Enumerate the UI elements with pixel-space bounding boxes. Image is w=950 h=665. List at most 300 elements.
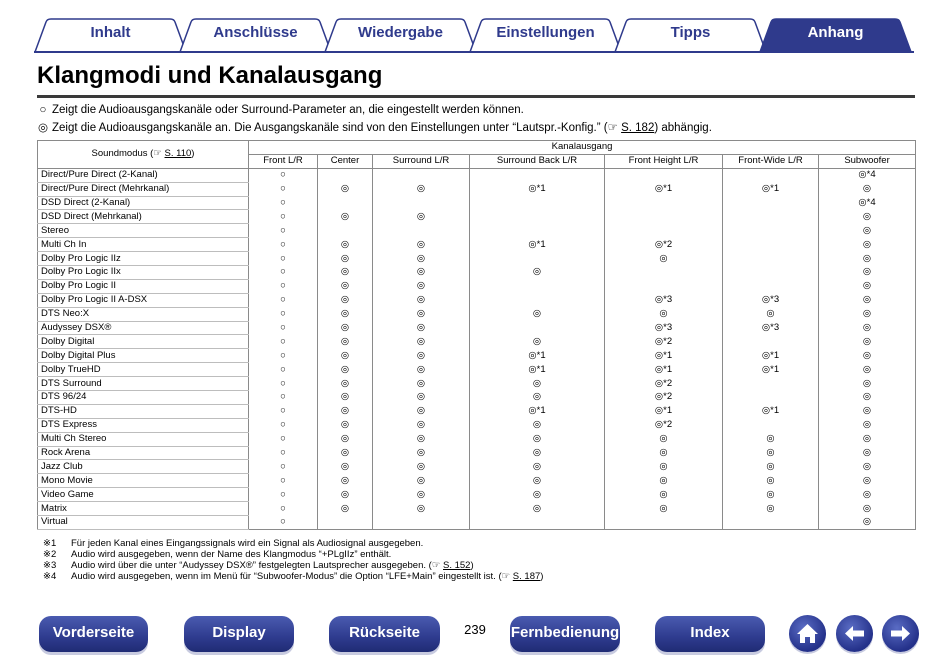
mode-name: Direct/Pure Direct (2-Kanal) [38,168,249,182]
channel-cell: ◎ [470,307,605,321]
channel-cell: ◎ [318,321,373,335]
channel-cell: ◎ [373,182,470,196]
column-header: Surround L/R [373,154,470,168]
channel-cell: ○ [249,432,318,446]
channel-cell: ◎ [318,418,373,432]
channel-cell: ◎ [373,363,470,377]
channel-cell [373,224,470,238]
channel-cell: ○ [249,335,318,349]
column-header: Front-Wide L/R [723,154,819,168]
display-button[interactable]: Display [184,616,294,652]
table-row [38,168,916,182]
sound-mode-table [37,140,916,530]
channel-cell: ◎ [373,391,470,405]
tab-label: Wiedergabe [358,24,443,41]
tab-tipps[interactable] [614,18,767,53]
pointing-hand-icon: ☞ [501,571,511,582]
channel-cell: ◎ [819,182,916,196]
channel-cell: ◎ [819,266,916,280]
channel-cell: ◎ [318,182,373,196]
mode-name: Dolby Digital Plus [38,349,249,363]
channel-cell: ◎*1 [470,349,605,363]
channel-cell: ○ [249,502,318,516]
table-row [38,224,916,238]
channel-cell [605,279,723,293]
channel-cell: ◎ [373,432,470,446]
channel-cell: ◎ [318,460,373,474]
column-header: Subwoofer [819,154,916,168]
channel-cell: ◎ [819,446,916,460]
table-row [38,391,916,405]
tab-inhalt[interactable] [34,18,187,53]
channel-cell: ◎ [819,307,916,321]
channel-cell [470,168,605,182]
pointing-hand-icon: ☞ [153,148,162,160]
channel-cell: ◎ [819,349,916,363]
channel-cell: ○ [249,224,318,238]
footnote-page-link[interactable]: S. 187 [512,571,541,582]
table-row [38,516,916,530]
channel-cell: ◎ [723,488,819,502]
table-row [38,418,916,432]
legend-double-text: Zeigt die Audioausgangskanäle an. Die Ausgangskanäle sind von den Einstellungen unter “Lautspr.-Konfig.” ( [52,122,608,134]
channel-cell: ◎ [723,474,819,488]
channel-cell: ◎*1 [605,404,723,418]
mode-name: Dolby TrueHD [38,363,249,377]
channel-cell: ◎*1 [470,404,605,418]
channel-cell [723,210,819,224]
channel-cell: ◎ [373,460,470,474]
fernbedienung-button[interactable]: Fernbedienung [510,616,620,652]
home-icon [789,615,826,652]
channel-cell: ◎*1 [470,182,605,196]
channel-cell: ○ [249,238,318,252]
mode-name: DSD Direct (2-Kanal) [38,196,249,210]
tab-label: Anhang [807,24,864,41]
channel-cell: ◎ [819,377,916,391]
channel-cell: ○ [249,168,318,182]
channel-cell: ◎ [470,391,605,405]
forward-button[interactable] [882,615,919,652]
channel-cell: ◎ [318,335,373,349]
footnote-text-end: ) [470,560,474,571]
tab-bar-rule [34,51,914,53]
channel-cell [605,224,723,238]
mode-name: Multi Ch In [38,238,249,252]
channel-cell: ◎*1 [470,363,605,377]
channel-cell: ○ [249,516,318,530]
channel-cell: ○ [249,210,318,224]
footnote [43,538,543,549]
channel-cell [723,391,819,405]
legend-page-link[interactable]: S. 182 [621,122,655,134]
column-header: Center [318,154,373,168]
channel-cell [318,196,373,210]
channel-cell: ◎ [373,418,470,432]
table-row [38,307,916,321]
mode-name: Mono Movie [38,474,249,488]
channel-cell: ◎ [318,404,373,418]
channel-cell: ◎ [819,335,916,349]
channel-cell: ◎ [373,502,470,516]
channel-cell [470,516,605,530]
channel-cell: ○ [249,349,318,363]
table-row [38,279,916,293]
footnote [43,571,543,582]
back-button[interactable] [836,615,873,652]
legend-open-text: Zeigt die Audioausgangskanäle oder Surround-Parameter an, die eingestellt werden können. [52,104,524,116]
channel-cell: ◎ [819,363,916,377]
channel-cell [605,266,723,280]
channel-cell: ◎*1 [470,238,605,252]
channel-cell: ◎ [605,307,723,321]
channel-cell: ◎ [318,252,373,266]
table-row [38,335,916,349]
channel-cell: ◎*1 [605,363,723,377]
channel-cell: ◎*1 [605,349,723,363]
mode-name: Dolby Pro Logic II A-DSX [38,293,249,307]
channel-cell [723,377,819,391]
mode-name: Dolby Pro Logic IIx [38,266,249,280]
column-header: Front Height L/R [605,154,723,168]
channel-cell: ◎ [318,349,373,363]
channel-cell: ◎ [470,377,605,391]
channel-cell [723,224,819,238]
channel-cell: ◎*1 [605,182,723,196]
mode-name: DTS Express [38,418,249,432]
channel-cell: ◎*3 [723,293,819,307]
channel-cell: ◎*4 [819,168,916,182]
channel-cell [373,196,470,210]
channel-cell: ○ [249,363,318,377]
table-row [38,210,916,224]
footnote-key: ※2 [43,549,57,560]
channel-cell: ○ [249,279,318,293]
table-row [38,349,916,363]
mode-name: Dolby Digital [38,335,249,349]
mode-name: DTS Neo:X [38,307,249,321]
channel-cell [723,238,819,252]
tab-anhang[interactable] [759,18,912,53]
tab-label: Anschlüsse [213,24,298,41]
channel-cell [723,266,819,280]
column-header: Front L/R [249,154,318,168]
channel-cell: ◎ [723,307,819,321]
mode-name: Audyssey DSX® [38,321,249,335]
channel-cell: ◎ [318,307,373,321]
table-row [38,488,916,502]
channel-cell: ◎ [318,432,373,446]
mode-name: DTS-HD [38,404,249,418]
footnotes [43,538,543,582]
channel-cell: ◎ [470,335,605,349]
channel-cell: ○ [249,460,318,474]
tab-label: Tipps [670,24,711,41]
channel-cell: ◎*1 [723,182,819,196]
channel-cell: ◎ [819,238,916,252]
channel-cell: ○ [249,307,318,321]
channel-cell [723,279,819,293]
channel-cell: ○ [249,182,318,196]
legend-line-open [37,104,524,116]
channel-cell [373,168,470,182]
channel-cell: ◎ [373,349,470,363]
channel-cell: ○ [249,391,318,405]
channel-cell: ◎ [373,488,470,502]
channel-cell [318,168,373,182]
channel-cell: ◎ [819,279,916,293]
channel-cell: ◎ [318,391,373,405]
arrow-right-icon [882,615,919,652]
footnote-text: Für jeden Kanal eines Eingangssignals wird ein Signal als Audiosignal ausgegeben. [71,538,424,549]
channel-cell: ◎ [723,460,819,474]
channel-cell [723,168,819,182]
channel-cell: ◎ [318,210,373,224]
channel-cell: ◎ [819,391,916,405]
channel-cell: ◎ [470,502,605,516]
channel-cell: ◎*4 [819,196,916,210]
channel-cell: ◎*1 [723,363,819,377]
mode-name: DSD Direct (Mehrkanal) [38,210,249,224]
mode-name: Matrix [38,502,249,516]
channel-cell: ◎ [318,279,373,293]
home-button[interactable] [789,615,826,652]
mode-column-header: Soundmodus (☞ S. 110) [38,141,249,169]
channel-cell: ◎*1 [723,404,819,418]
channel-cell: ◎ [373,279,470,293]
channel-cell [605,196,723,210]
rueckseite-button[interactable]: Rückseite [329,616,440,652]
channel-cell: ◎ [318,502,373,516]
channel-cell: ◎ [470,460,605,474]
channel-cell: ◎ [819,321,916,335]
channel-cell: ○ [249,404,318,418]
channel-cell: ○ [249,252,318,266]
footnote [43,549,543,560]
mode-name: Direct/Pure Direct (Mehrkanal) [38,182,249,196]
channel-cell: ◎ [470,418,605,432]
channel-cell: ◎*2 [605,377,723,391]
channel-cell: ◎ [723,432,819,446]
channel-cell: ◎ [819,210,916,224]
table-row [38,238,916,252]
channel-cell: ◎ [470,432,605,446]
channel-cell [470,196,605,210]
tab-einstellungen[interactable] [469,18,622,53]
channel-cell: ◎*3 [723,321,819,335]
channel-cell: ◎ [373,335,470,349]
mode-name: Video Game [38,488,249,502]
pointing-hand-icon: ☞ [431,560,441,571]
channel-cell [605,168,723,182]
channel-cell: ◎*2 [605,391,723,405]
channel-cell [470,224,605,238]
footnote-text: Audio wird über die unter “Audyssey DSX®” festgelegten Lautsprecher ausgegeben. ( [71,560,432,571]
channel-cell: ◎ [605,446,723,460]
channel-cell: ◎ [819,252,916,266]
channel-cell: ◎*3 [605,321,723,335]
channel-cell: ◎ [819,293,916,307]
channel-cell [470,279,605,293]
channel-cell: ◎ [373,238,470,252]
table-row [38,446,916,460]
channel-cell: ◎ [605,488,723,502]
channel-cell: ◎ [819,432,916,446]
table-row [38,321,916,335]
channel-cell: ○ [249,293,318,307]
channel-cell [723,418,819,432]
channel-cell [605,210,723,224]
mode-name: Rock Arena [38,446,249,460]
channel-cell: ○ [249,377,318,391]
channel-cell: ◎ [318,293,373,307]
page-title: Klangmodi und Kanalausgang [37,62,383,89]
index-button[interactable]: Index [655,616,765,652]
footnote-key: ※1 [43,538,57,549]
channel-cell: ○ [249,446,318,460]
channel-cell: ◎ [373,446,470,460]
channel-cell: ◎ [470,474,605,488]
channel-cell: ◎ [819,404,916,418]
channel-cell [723,516,819,530]
footnote-key: ※3 [43,560,57,571]
table-row [38,266,916,280]
channel-cell: ◎ [605,432,723,446]
tab-anschl-sse[interactable] [179,18,332,53]
channel-cell: ◎ [605,252,723,266]
channel-cell: ◎*1 [723,349,819,363]
channel-cell: ◎ [373,293,470,307]
channel-cell: ◎ [373,321,470,335]
channel-cell: ◎ [470,488,605,502]
channel-cell: ◎ [723,502,819,516]
channel-cell: ◎*2 [605,335,723,349]
channel-cell: ◎ [819,224,916,238]
footnote-text: Audio wird ausgegeben, wenn der Name des Klangmodus “+PLgIIz” enthält. [71,549,392,560]
channel-cell: ◎ [318,474,373,488]
footnote [43,560,543,571]
channel-cell: ◎ [373,474,470,488]
channel-cell: ◎ [373,210,470,224]
mode-header-page-link[interactable]: S. 110 [164,148,192,160]
tab-wiedergabe[interactable] [324,18,477,53]
mode-name: DTS Surround [38,377,249,391]
channel-cell: ◎ [373,404,470,418]
pointing-hand-icon: ☞ [607,122,618,134]
title-divider [37,95,915,98]
channel-cell: ◎ [819,502,916,516]
table-row [38,252,916,266]
channel-cell: ◎ [605,460,723,474]
double-circle-icon: ◎ [37,122,49,134]
channel-cell: ◎ [470,446,605,460]
channel-cell: ◎ [373,252,470,266]
tab-label: Inhalt [90,24,131,41]
channel-cell: ◎ [605,502,723,516]
legend-line-double [37,120,712,134]
table-row [38,182,916,196]
channel-cell [470,321,605,335]
channel-cell [723,196,819,210]
channel-cell [470,293,605,307]
channel-cell [723,252,819,266]
footnote-key: ※4 [43,571,57,582]
mode-name: Jazz Club [38,460,249,474]
footnote-text: Audio wird ausgegeben, wenn im Menü für “Subwoofer-Modus” die Option “LFE+Main” eingestellt ist. ( [71,571,502,582]
column-header: Surround Back L/R [470,154,605,168]
vorderseite-button[interactable]: Vorderseite [39,616,148,652]
mode-name: Dolby Pro Logic II [38,279,249,293]
channel-cell [470,210,605,224]
page-number: 239 [464,622,486,637]
table-row [38,502,916,516]
channel-cell: ◎ [318,363,373,377]
channel-group-header: Kanalausgang [249,141,916,155]
channel-cell [318,224,373,238]
channel-cell: ◎ [373,377,470,391]
channel-cell: ◎*2 [605,418,723,432]
mode-name: Virtual [38,516,249,530]
channel-cell: ○ [249,488,318,502]
tab-bar [34,18,914,53]
channel-cell: ◎ [819,488,916,502]
table-row [38,474,916,488]
mode-name: Stereo [38,224,249,238]
channel-cell: ○ [249,196,318,210]
channel-cell [605,516,723,530]
channel-cell: ○ [249,266,318,280]
channel-cell: ◎ [318,446,373,460]
channel-cell [373,516,470,530]
channel-cell: ◎ [373,266,470,280]
footnote-page-link[interactable]: S. 152 [443,560,471,571]
table-row [38,432,916,446]
table-row [38,404,916,418]
channel-cell: ◎ [819,474,916,488]
channel-cell: ◎*2 [605,238,723,252]
channel-cell: ○ [249,321,318,335]
channel-cell: ◎ [819,418,916,432]
channel-cell: ◎ [819,516,916,530]
table-row [38,293,916,307]
channel-cell [723,335,819,349]
channel-cell: ◎ [605,474,723,488]
open-circle-icon: ○ [39,104,47,116]
channel-cell [470,252,605,266]
channel-cell: ◎ [819,460,916,474]
mode-name: Dolby Pro Logic IIz [38,252,249,266]
table-row [38,363,916,377]
mode-name: Multi Ch Stereo [38,432,249,446]
channel-cell: ◎ [318,377,373,391]
table-row [38,460,916,474]
tab-label: Einstellungen [496,24,595,41]
arrow-left-icon [836,615,873,652]
channel-cell [318,516,373,530]
channel-cell: ◎ [373,307,470,321]
channel-cell: ◎ [470,266,605,280]
channel-cell: ◎ [318,238,373,252]
channel-cell: ○ [249,418,318,432]
channel-cell: ◎ [723,446,819,460]
channel-cell: ◎ [318,488,373,502]
footnote-text-end: ) [540,571,544,582]
legend-double-text-end: ) abhängig. [654,122,712,134]
channel-cell: ◎ [318,266,373,280]
table-row [38,377,916,391]
channel-cell: ○ [249,474,318,488]
mode-name: DTS 96/24 [38,391,249,405]
